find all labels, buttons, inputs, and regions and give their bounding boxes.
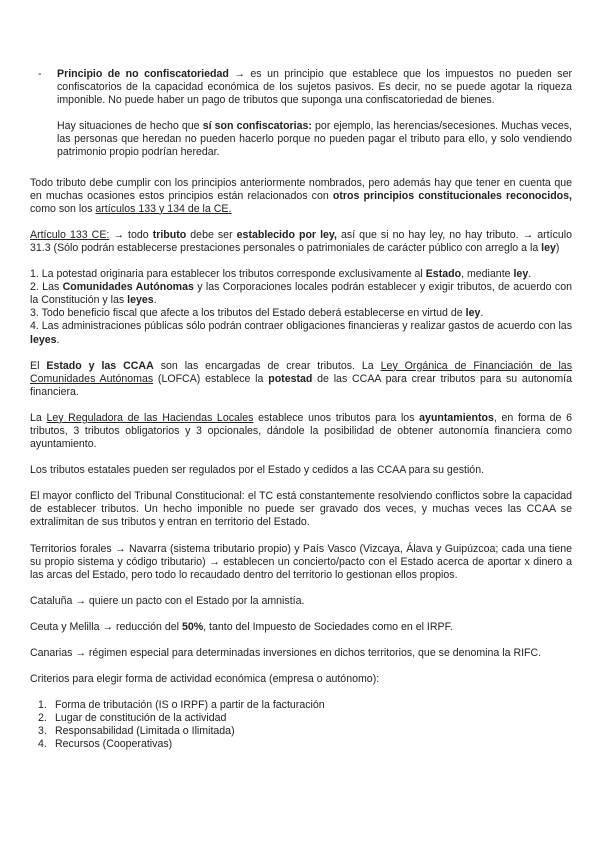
p2-bold-tributo: tributo xyxy=(152,228,187,241)
article-item-2 xyxy=(30,281,572,307)
p1-text-b: como son los xyxy=(30,202,93,215)
p9-text-b: , tanto del Impuesto de Sociedades como en el IRPF. xyxy=(203,620,453,633)
paragraph-ceuta-melilla xyxy=(30,621,572,634)
numbered-articles xyxy=(30,268,572,347)
item3-bold: ley xyxy=(465,307,481,320)
p4-text-a: establece unos tributos para los xyxy=(258,411,415,424)
p9-bold: 50% xyxy=(181,620,204,633)
bullet-title: Principio de no confiscatoriedad xyxy=(57,68,229,80)
sub-bold: sí son confiscatorias: xyxy=(202,120,312,133)
p3-el: El xyxy=(30,359,40,372)
link-articulos-133-134[interactable]: artículos 133 y 134 de la CE. xyxy=(95,202,232,215)
p2-text-d: ) xyxy=(555,241,560,254)
list-text: Recursos (Cooperativas) xyxy=(55,738,173,751)
paragraph-haciendas-locales xyxy=(30,412,572,451)
item4-period: . xyxy=(56,333,60,346)
link-ley-haciendas-locales[interactable]: Ley Reguladora de las Haciendas Locales xyxy=(46,411,254,424)
document-page xyxy=(30,68,572,752)
list-number: 4. xyxy=(38,738,47,751)
p2-bold-ley: establecido por ley, xyxy=(236,228,337,241)
list-text: Forma de tributación (IS o IRPF) a partir de la facturación xyxy=(55,699,325,712)
list-number: 1. xyxy=(38,699,47,712)
item1-text-b: , mediante xyxy=(461,268,511,281)
p1-bold: otros principios constitucionales reconocidos, xyxy=(332,189,572,202)
item1-bold-estado: Estado xyxy=(425,268,462,281)
item2-period: . xyxy=(153,294,157,307)
item1-bold-ley: ley xyxy=(513,268,529,281)
p3-bold-potestad: potestad xyxy=(268,372,313,385)
paragraph-tributos-estatales: Los tributos estatales pueden ser regulados por el Estado y cedidos a las CCAA para su gestión. xyxy=(30,464,485,477)
p2-text-c: así que si no hay ley, no hay tributo. → artículo 31.3 (Sólo podrán establecerse prestaciones personales o patrimoniales de carácter público con arreglo a la xyxy=(30,228,572,254)
paragraph-cataluna: Cataluña → quiere un pacto con el Estado por la amnistía. xyxy=(30,594,305,607)
list-number: 3. xyxy=(38,725,47,738)
p3-text-a: son las encargadas de crear tributos. La xyxy=(160,359,374,372)
list-item xyxy=(30,699,572,712)
item4-text: 4. Las administraciones públicas sólo podrán contraer obligaciones financieras y realizar gastos de acuerdo con las xyxy=(30,320,572,333)
list-item xyxy=(30,712,572,725)
bullet-dash: - xyxy=(38,68,42,80)
item1-text: 1. La potestad originaria para establecer los tributos corresponde exclusivamente al xyxy=(30,268,423,281)
link-lofca[interactable]: Ley Orgánica de Financiación de las Comunidades Autónomas xyxy=(30,359,573,385)
item2-bold: Comunidades Autónomas xyxy=(62,281,194,294)
p3-text-c: de las CCAA para crear tributos para su autonomía financiera. xyxy=(30,372,572,398)
bullet-subparagraph xyxy=(30,120,572,159)
paragraph-territorios-forales: Territorios forales → Navarra (sistema tributario propio) y País Vasco (Vizcaya, Álava y Guipúzcoa; cada una tiene su propio sistema y código tributario) → establecen un concierto/pacto con el Estado acerca de aportar x dinero a las arcas del Estado, pero todo lo recaudado dentro del territorio lo gestionan ellos propios. xyxy=(30,542,572,581)
item2-text-b: y las Corporaciones locales podrán establecer y exigir tributos, de acuerdo con la Constitución y las xyxy=(30,281,572,307)
list-text: Responsabilidad (Limitada o Ilimitada) xyxy=(55,725,235,738)
article-item-3 xyxy=(30,307,572,320)
item3-period: . xyxy=(480,307,484,320)
p1-text-a: Todo tributo debe cumplir con los principios anteriormente nombrados, pero además hay que tener en cuenta que en muchas ocasiones estos principios están relacionados con xyxy=(30,176,572,202)
p3-text-b: (LOFCA) establece la xyxy=(157,372,264,385)
criteria-list xyxy=(30,699,572,751)
paragraph-articulo-133 xyxy=(30,229,572,255)
item3-text: 3. Todo beneficio fiscal que afecte a los tributos del Estado deberá establecerse en virtud de xyxy=(30,307,463,320)
p2-text-a: → todo xyxy=(113,228,149,241)
bullet-arrow: → xyxy=(234,68,245,80)
bullet-text: es un principio que establece que los impuestos no pueden ser confiscatorios de la capacidad económica de los sujetos pasivos. Es decir, no se puede agotar la riqueza imponible. No puede haber un pago de tributos que suponga una confiscatoriedad de bienes. xyxy=(57,68,572,107)
list-item xyxy=(30,725,572,738)
list-text: Lugar de constitución de la actividad xyxy=(55,712,227,725)
p9-text-a: Ceuta y Melilla → reducción del xyxy=(30,620,179,633)
p3-bold: Estado y las CCAA xyxy=(46,359,154,372)
paragraph-principios xyxy=(30,177,572,216)
sub-text-a: Hay situaciones de hecho que xyxy=(57,120,200,133)
p4-bold: ayuntamientos xyxy=(419,411,494,424)
p2-text-b: debe ser xyxy=(190,228,233,241)
p4-la: La xyxy=(30,411,42,424)
paragraph-criterios: Criterios para elegir forma de actividad económica (empresa o autónomo): xyxy=(30,673,380,686)
list-item xyxy=(30,738,572,751)
paragraph-estado-ccaa xyxy=(30,360,572,399)
article-item-1 xyxy=(30,268,572,281)
list-number: 2. xyxy=(38,712,47,725)
paragraph-canarias: Canarias → régimen especial para determinadas inversiones en dichos territorios, que se denomina la RIFC. xyxy=(30,647,542,659)
p2-bold-ley-end: ley xyxy=(541,241,556,254)
item1-period: . xyxy=(528,268,532,281)
sub-text-b: por ejemplo, las herencias/secesiones. Muchas veces, las personas que heredan no pueden hacerlo porque no pueden pagar el tributo para ello, y solo vendiendo patrimonio propio podrían heredar. xyxy=(57,120,572,159)
bullet-no-confiscatoriedad xyxy=(30,68,572,107)
item2-text: 2. Las xyxy=(30,281,60,294)
item2-bold-leyes: leyes xyxy=(127,294,154,307)
item4-bold: leyes xyxy=(30,333,57,346)
link-articulo-133[interactable]: Artículo 133 CE: xyxy=(30,228,110,241)
p4-text-b: , en forma de 6 tributos, 3 tributos obligatorios y 3 opcionales, dándole la posibilidad de obtener autonomía financiera como ayuntamiento. xyxy=(30,411,572,451)
article-item-4 xyxy=(30,320,572,346)
paragraph-conflicto-tc: El mayor conflicto del Tribunal Constitucional: el TC está constantemente resolviendo conflictos sobre la capacidad de establecer tributos. Un hecho imponible no puede ser gravado dos veces, y muchas veces las CCAA se extralimitan de sus tributos y entran en territorio del Estado. xyxy=(30,490,572,529)
